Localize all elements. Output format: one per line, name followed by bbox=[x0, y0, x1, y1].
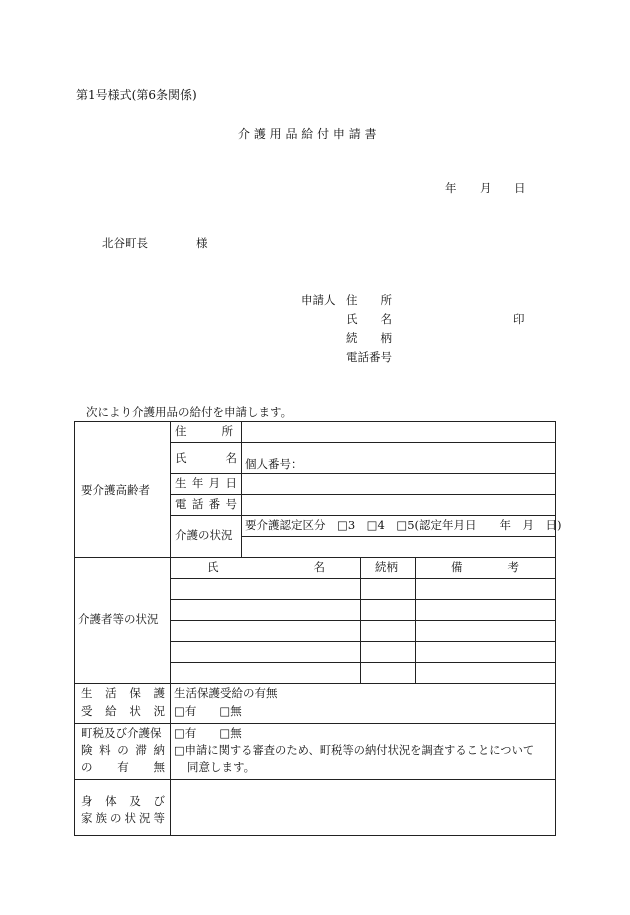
rule bbox=[170, 442, 555, 443]
rule bbox=[75, 723, 555, 724]
birth-date-label: 生 年 月 日 bbox=[175, 476, 237, 490]
rule bbox=[75, 779, 555, 780]
tax-label-line3: の 有 無 bbox=[81, 760, 165, 774]
recipient-name-label: 氏 名 bbox=[175, 451, 237, 465]
rule bbox=[360, 557, 361, 683]
rule bbox=[170, 422, 171, 835]
addressee-name: 北谷町長 bbox=[102, 236, 148, 250]
applicant-name-label: 氏 名 bbox=[346, 312, 392, 326]
tax-options: □有 □無 bbox=[174, 726, 242, 740]
caregiver-relation-header: 続柄 bbox=[375, 560, 398, 574]
care-level-options: 要介護認定区分 □3 □4 □5(認定年月日 年 月 日) bbox=[245, 518, 562, 532]
rule bbox=[170, 641, 555, 642]
welfare-question: 生活保護受給の有無 bbox=[174, 686, 278, 700]
applicant-address-label: 住 所 bbox=[346, 293, 392, 307]
date-month-label: 月 bbox=[480, 181, 492, 195]
page-title: 介 護 用 品 給 付 申 請 書 bbox=[238, 127, 377, 141]
caregiver-notes-header: 備 考 bbox=[451, 560, 519, 574]
rule bbox=[170, 515, 555, 516]
welfare-label-line1: 生 活 保 護 bbox=[81, 686, 165, 700]
date-year-label: 年 bbox=[445, 181, 457, 195]
rule bbox=[241, 515, 242, 557]
application-form-table bbox=[74, 421, 562, 836]
recipient-section-label: 要介護高齢者 bbox=[81, 483, 150, 497]
tax-consent-line1: □申請に関する審査のため、町税等の納付状況を調査することについて bbox=[174, 744, 535, 757]
rule bbox=[170, 599, 555, 600]
rule bbox=[241, 536, 555, 537]
caregiver-name-header: 氏 名 bbox=[207, 560, 325, 574]
rule bbox=[170, 494, 555, 495]
welfare-label-line2: 受 給 状 況 bbox=[81, 704, 165, 718]
seal-label: 印 bbox=[513, 312, 525, 326]
tax-label-line1: 町税及び介護保 bbox=[81, 726, 162, 740]
rule bbox=[415, 557, 416, 683]
rule bbox=[170, 662, 555, 663]
family-label-line1: 身 体 及 び bbox=[81, 794, 165, 808]
recipient-address-label: 住 所 bbox=[175, 424, 233, 438]
care-status-label: 介護の状況 bbox=[175, 528, 233, 542]
phone-label: 電 話 番 号 bbox=[175, 497, 237, 511]
welfare-options: □有 □無 bbox=[174, 704, 242, 718]
rule bbox=[170, 578, 555, 579]
my-number-label: 個人番号： bbox=[245, 457, 303, 471]
rule bbox=[75, 683, 555, 684]
family-label-line2: 家 族 の 状 況 等 bbox=[81, 811, 165, 825]
addressee-honorific: 様 bbox=[196, 236, 208, 250]
caregivers-section-label: 介護者等の状況 bbox=[78, 612, 159, 626]
date-day-label: 日 bbox=[514, 181, 526, 195]
rule bbox=[170, 620, 555, 621]
tax-label-line2: 険 料 の 滞 納 bbox=[81, 743, 165, 757]
intro-text: 次により介護用品の給付を申請します。 bbox=[86, 405, 293, 419]
rule bbox=[75, 557, 555, 558]
applicant-relationship-label: 続 柄 bbox=[346, 331, 392, 345]
applicant-phone-label: 電話番号 bbox=[346, 350, 392, 364]
applicant-label: 申請人 bbox=[301, 293, 336, 307]
rule bbox=[241, 422, 242, 515]
rule bbox=[170, 473, 555, 474]
form-number: 第1号様式(第6条関係) bbox=[76, 88, 197, 102]
tax-consent-line2: 同意します。 bbox=[187, 760, 256, 774]
